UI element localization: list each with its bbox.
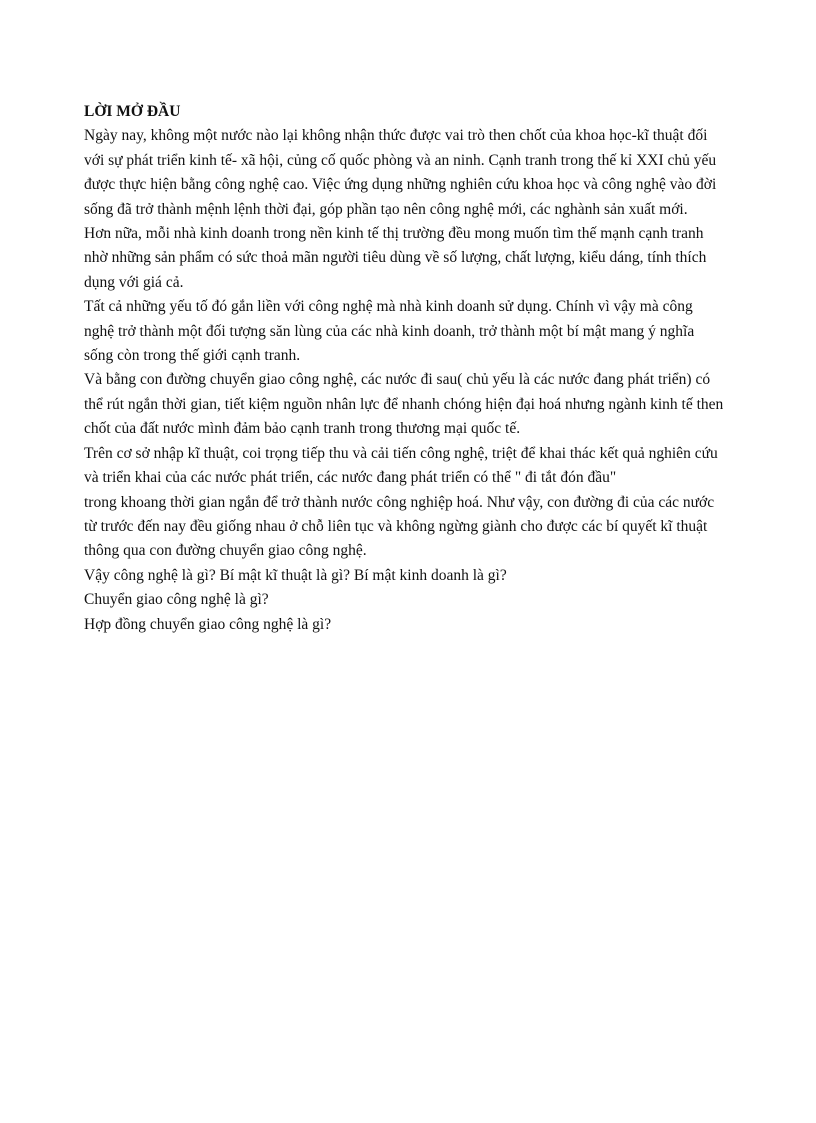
question-1: Vậy công nghệ là gì? Bí mật kĩ thuật là gì? Bí mật kinh doanh là gì? — [84, 566, 507, 584]
paragraph-6: trong khoang thời gian ngắn để trở thành nước công nghiệp hoá. Như vậy, con đường đi của các nước từ trước đến nay đều giống nhau ở chỗ liên tục và không ngừng giành cho được các bí quyết kĩ thuật thông qua con đường chuyển giao công nghệ. — [84, 493, 715, 560]
paragraph-4: Và bằng con đường chuyển giao công nghệ, các nước đi sau( chủ yếu là các nước đang phát triển) có thể rút ngắn thời gian, tiết kiệm nguồn nhân lực để nhanh chóng hiện đại hoá nhưng ngành kinh tế then chốt của đất nước mình đảm bảo cạnh tranh trong thương mại quốc tế. — [84, 371, 724, 438]
document-heading: LỜI MỞ ĐẦU — [84, 103, 181, 120]
paragraph-1: Ngày nay, không một nước nào lại không nhận thức được vai trò then chốt của khoa học-kĩ thuật đối với sự phát triển kinh tế- xã hội, củng cố quốc phòng và an ninh. Cạnh tranh trong thế kỉ XXI chủ yếu được thực hiện bằng công nghệ cao. Việc ứng dụng những nghiên cứu khoa học và công nghệ vào đời sống đã trở thành mệnh lệnh thời đại, góp phần tạo nên công nghệ mới, các nghành sản xuất mới. — [84, 127, 717, 218]
question-3: Hợp đồng chuyển giao công nghệ là gì? — [84, 615, 332, 633]
question-2: Chuyển giao công nghệ là gì? — [84, 591, 269, 609]
paragraph-5: Trên cơ sở nhập kĩ thuật, coi trọng tiếp thu và cải tiến công nghệ, triệt để khai thác kết quả nghiên cứu và triển khai của các nước phát triển, các nước đang phát triển có thể " đi tắt đón đầu" — [84, 444, 718, 487]
paragraph-2: Hơn nữa, mỗi nhà kinh doanh trong nền kinh tế thị trường đều mong muốn tìm thế mạnh cạnh tranh nhờ những sản phẩm có sức thoả mãn người tiêu dùng về số lượng, chất lượng, kiểu dáng, tính thích dụng với giá cả. — [84, 225, 707, 291]
document-body — [84, 100, 724, 637]
paragraph-3: Tất cả những yếu tố đó gắn liền với công nghệ mà nhà kinh doanh sử dụng. Chính vì vậy mà công nghệ trở thành một đối tượng săn lùng của các nhà kinh doanh, trở thành một bí mật mang ý nghĩa sống còn trong thế giới cạnh tranh. — [84, 298, 695, 365]
